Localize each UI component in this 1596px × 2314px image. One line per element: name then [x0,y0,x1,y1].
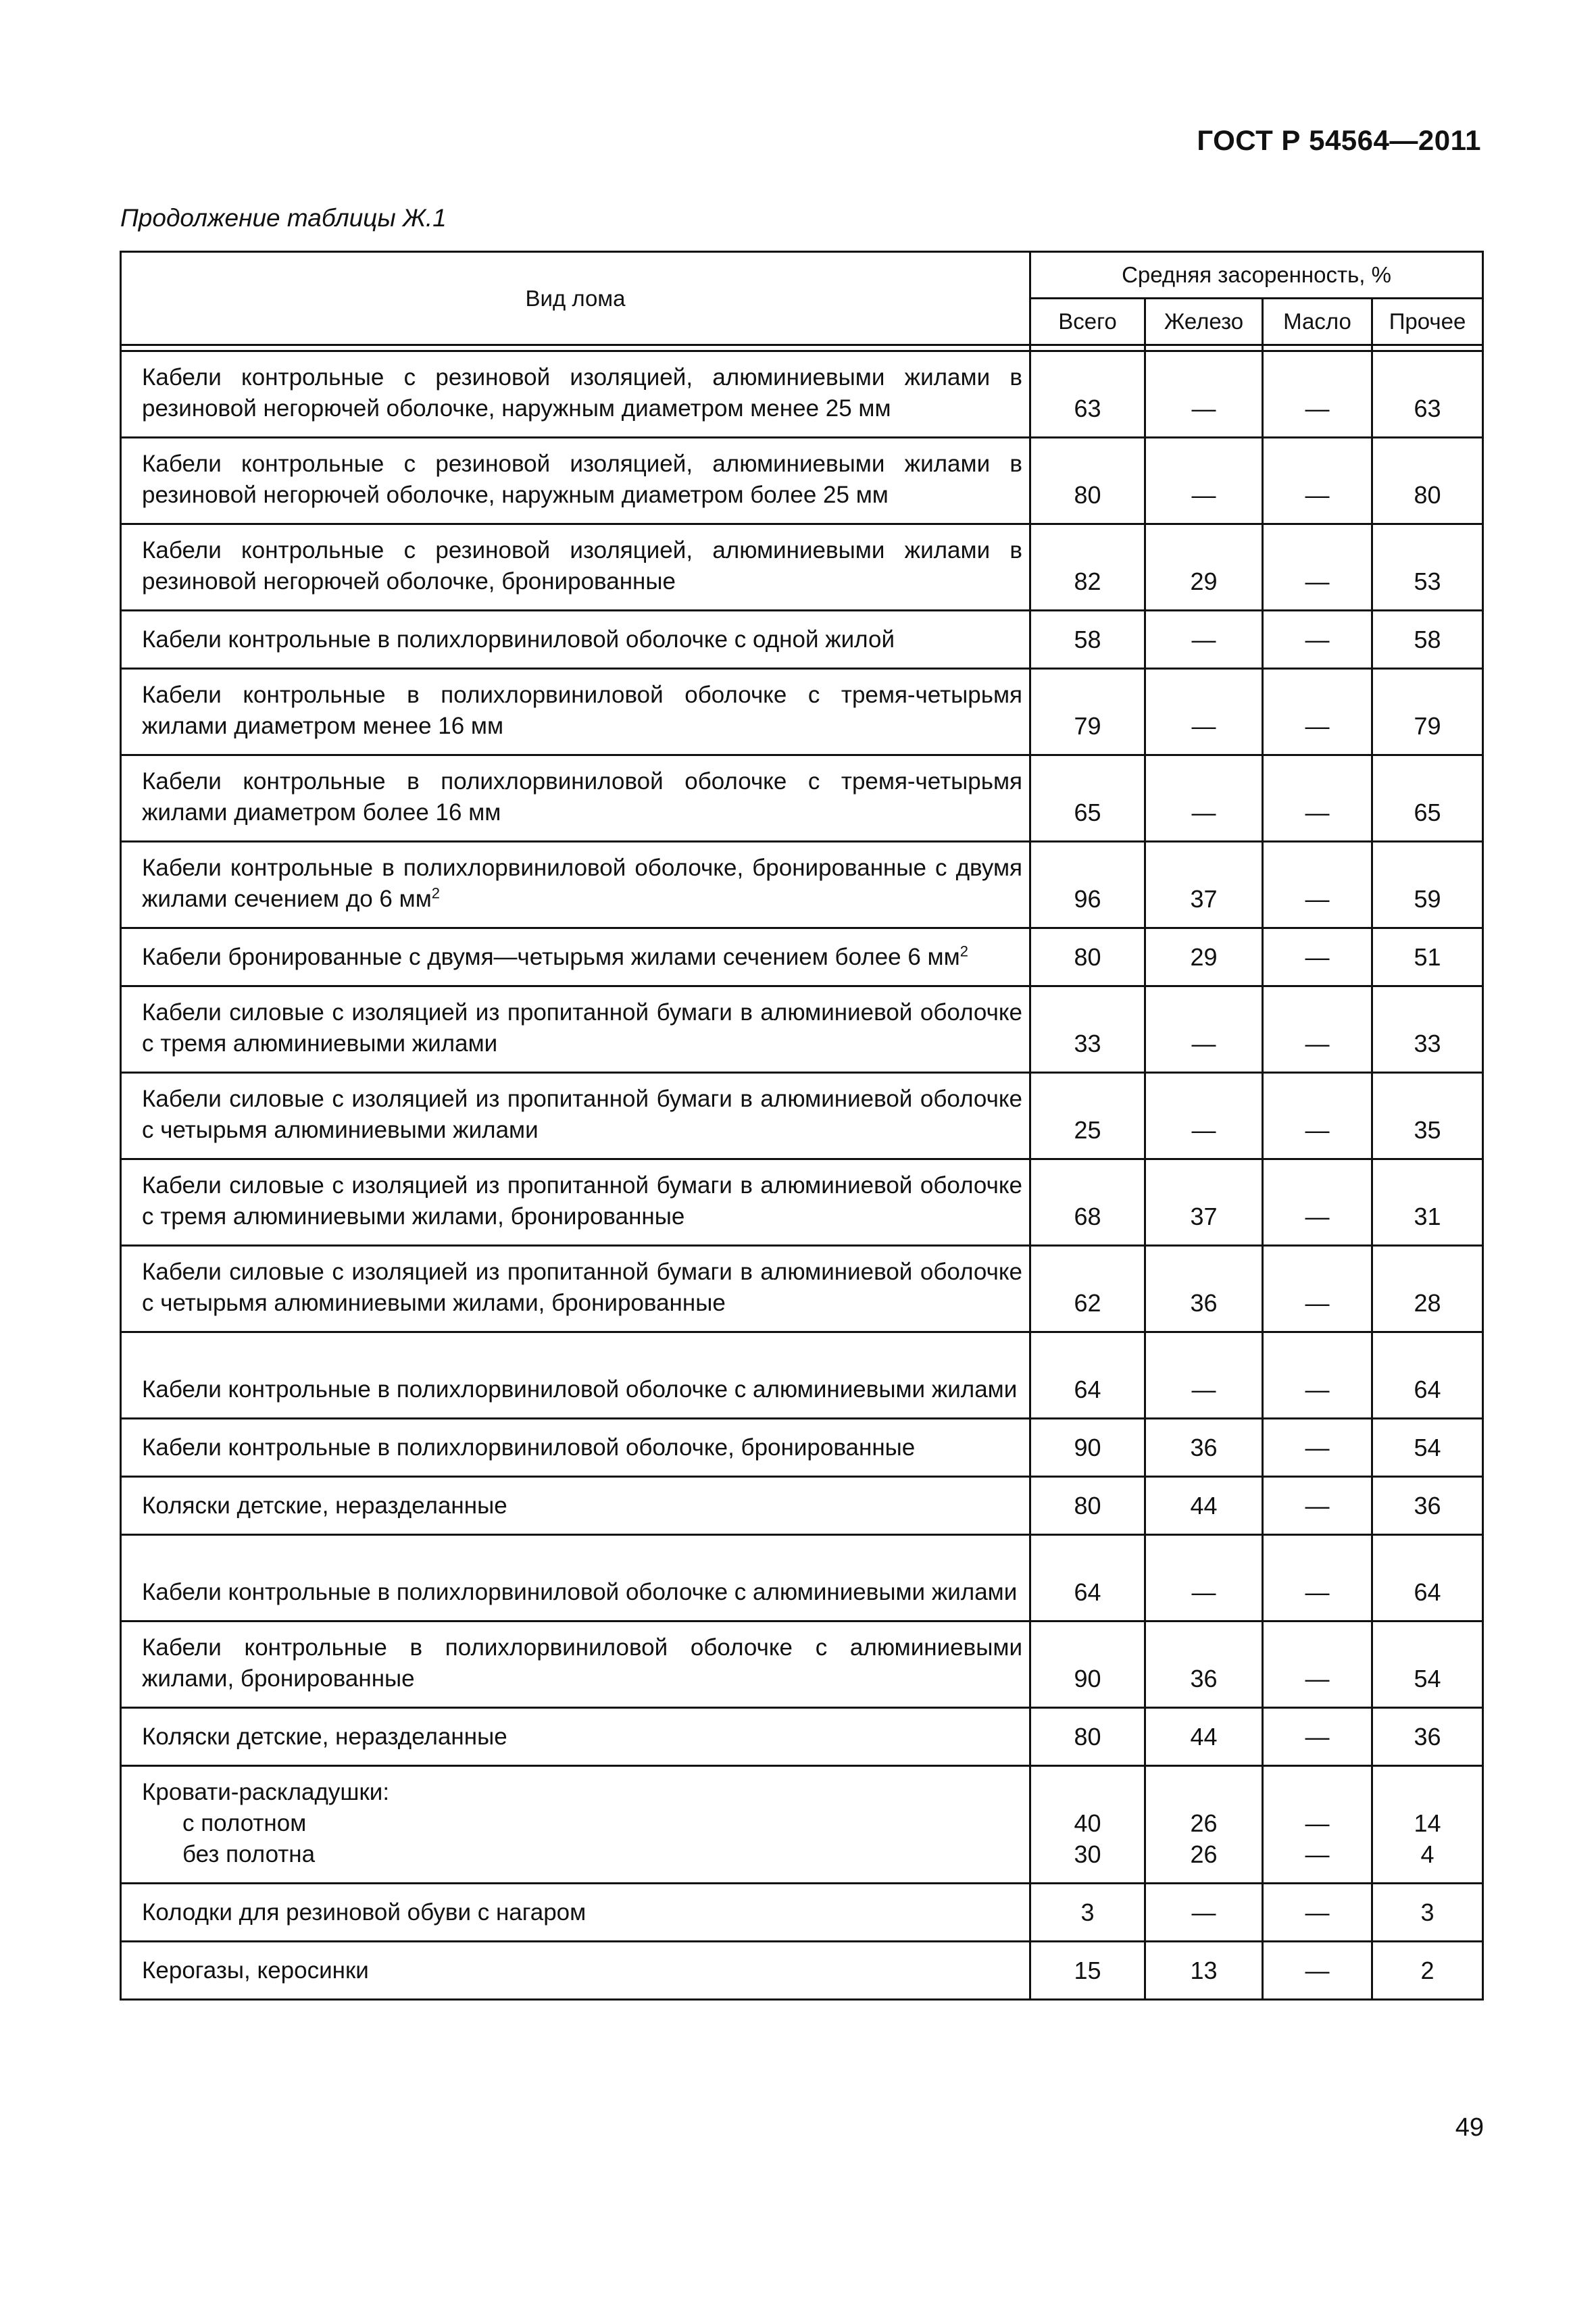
oil-cell: — [1263,1708,1372,1766]
total-cell [1030,1766,1145,1884]
header-total: Всего [1030,299,1145,345]
header-scrap-type: Вид лома [121,252,1030,345]
other-cell: 36 [1372,1708,1483,1766]
oil-cell: — [1263,1073,1372,1159]
other-cell: 79 [1372,669,1483,755]
header-oil: Масло [1263,299,1372,345]
document-code: ГОСТ Р 54564—2011 [1197,124,1481,156]
total-cell: 25 [1030,1073,1145,1159]
scrap-type-cell [121,1535,1030,1621]
table-row [121,611,1483,669]
iron-cell-value: 26 [1190,1809,1218,1837]
scrap-type-label: Кабели контрольные в полихлорвиниловой оболочке, бронированные [142,1434,916,1461]
iron-cell: — [1145,986,1263,1073]
iron-cell: 36 [1145,1621,1263,1708]
scrap-type-label: Кабели контрольные в полихлорвиниловой оболочке с алюминиевыми жилами [142,1579,1018,1605]
iron-cell: 44 [1145,1477,1263,1535]
iron-cell: — [1145,1073,1263,1159]
other-cell: 3 [1372,1884,1483,1942]
iron-cell: 37 [1145,1159,1263,1246]
scrap-type-label: Кабели контрольные с резиновой изоляцией, алюминиевыми жилами в резиновой негорючей оболочке, бронированные [142,537,1022,595]
oil-cell-value: — [1305,1840,1330,1868]
iron-cell: — [1145,1332,1263,1419]
scrap-type-label: Коляски детские, неразделанные [142,1724,507,1750]
other-cell: 59 [1372,842,1483,928]
other-cell: 63 [1372,351,1483,438]
table-row [121,1621,1483,1708]
total-cell: 62 [1030,1246,1145,1332]
oil-cell: — [1263,438,1372,524]
scrap-type-cell [121,986,1030,1073]
total-cell: 80 [1030,928,1145,986]
table-row [121,1246,1483,1332]
scrap-type-cell [121,1073,1030,1159]
table-row [121,669,1483,755]
iron-cell: 29 [1145,928,1263,986]
header-iron: Железо [1145,299,1263,345]
scrap-type-cell [121,611,1030,669]
iron-cell: 36 [1145,1419,1263,1477]
table-row [121,1766,1483,1884]
oil-cell: — [1263,1621,1372,1708]
scrap-type-label: Кабели силовые с изоляцией из пропитанной бумаги в алюминиевой оболочке с четырьмя алюминиевыми жилами [142,1086,1022,1143]
oil-cell: — [1263,1332,1372,1419]
table-row [121,1942,1483,2000]
oil-cell: — [1263,1246,1372,1332]
table-row [121,842,1483,928]
oil-cell: — [1263,986,1372,1073]
total-cell: 15 [1030,1942,1145,2000]
scrap-type-cell [121,928,1030,986]
table-row [121,755,1483,842]
total-cell-value: 30 [1074,1840,1101,1868]
other-cell: 53 [1372,524,1483,611]
oil-cell: — [1263,351,1372,438]
iron-cell: — [1145,1535,1263,1621]
total-cell: 33 [1030,986,1145,1073]
total-cell: 3 [1030,1884,1145,1942]
scrap-type-label: Кабели контрольные с резиновой изоляцией, алюминиевыми жилами в резиновой негорючей оболочке, наружным диаметром менее 25 мм [142,364,1022,422]
scrap-type-cell [121,842,1030,928]
oil-cell [1263,1766,1372,1884]
scrap-type-cell [121,1942,1030,2000]
other-cell-value: 4 [1420,1840,1435,1868]
oil-cell: — [1263,1419,1372,1477]
oil-cell: — [1263,1159,1372,1246]
scrap-type-cell [121,1708,1030,1766]
scrap-type-cell [121,351,1030,438]
scrap-type-cell [121,1332,1030,1419]
scrap-type-label: Керогазы, керосинки [142,1957,369,1984]
iron-cell: — [1145,351,1263,438]
other-cell: 65 [1372,755,1483,842]
oil-cell: — [1263,524,1372,611]
table-row [121,1332,1483,1419]
scrap-contamination-table [120,251,1484,2001]
table-row [121,1535,1483,1621]
table-row [121,438,1483,524]
other-cell: 80 [1372,438,1483,524]
table-row [121,1477,1483,1535]
unit-superscript: 2 [431,884,440,902]
table-body [121,351,1483,2000]
other-cell: 51 [1372,928,1483,986]
iron-cell-value: 26 [1190,1840,1218,1868]
oil-cell: — [1263,611,1372,669]
other-cell: 28 [1372,1246,1483,1332]
other-cell: 64 [1372,1332,1483,1419]
oil-cell: — [1263,669,1372,755]
table-row [121,1884,1483,1942]
total-cell: 82 [1030,524,1145,611]
table-row [121,1708,1483,1766]
unit-superscript: 2 [959,942,968,960]
scrap-type-cell [121,524,1030,611]
scrap-type-label: Кабели силовые с изоляцией из пропитанной бумаги в алюминиевой оболочке с тремя алюминиевыми жилами [142,999,1022,1057]
oil-cell: — [1263,842,1372,928]
scrap-type-label: Кабели бронированные с двумя—четырьмя жилами сечением более 6 мм [142,944,960,970]
iron-cell: 44 [1145,1708,1263,1766]
header-separator [121,345,1483,351]
page-number: 49 [1455,2113,1484,2142]
total-cell: 63 [1030,351,1145,438]
oil-cell-value: — [1305,1809,1330,1837]
other-cell: 58 [1372,611,1483,669]
scrap-type-cell [121,1884,1030,1942]
table-row [121,1159,1483,1246]
other-cell: 54 [1372,1621,1483,1708]
scrap-type-cell [121,1766,1030,1884]
iron-cell: 13 [1145,1942,1263,2000]
total-cell: 58 [1030,611,1145,669]
other-cell-value: 14 [1414,1809,1441,1837]
oil-cell: — [1263,1477,1372,1535]
iron-cell: 37 [1145,842,1263,928]
total-cell: 65 [1030,755,1145,842]
total-cell: 90 [1030,1621,1145,1708]
iron-cell: — [1145,755,1263,842]
oil-cell: — [1263,1535,1372,1621]
table-row [121,928,1483,986]
scrap-type-label: Кабели контрольные в полихлорвиниловой оболочке с одной жилой [142,626,895,653]
other-cell: 31 [1372,1159,1483,1246]
total-cell: 80 [1030,1708,1145,1766]
other-cell: 36 [1372,1477,1483,1535]
table-row [121,524,1483,611]
iron-cell: — [1145,438,1263,524]
table-row [121,1073,1483,1159]
scrap-type-cell [121,1246,1030,1332]
total-cell: 80 [1030,1477,1145,1535]
scrap-type-label: Коляски детские, неразделанные [142,1492,507,1519]
other-cell: 54 [1372,1419,1483,1477]
total-cell: 64 [1030,1535,1145,1621]
scrap-type-label: Кабели контрольные в полихлорвиниловой оболочке с тремя-четырьмя жилами диаметром более 16 мм [142,768,1022,826]
table-row [121,351,1483,438]
total-cell-value: 40 [1074,1809,1101,1837]
scrap-type-cell [121,438,1030,524]
other-cell: 33 [1372,986,1483,1073]
iron-cell: — [1145,611,1263,669]
scrap-type-label: Кабели контрольные с резиновой изоляцией, алюминиевыми жилами в резиновой негорючей оболочке, наружным диаметром более 25 мм [142,451,1022,508]
oil-cell: — [1263,1884,1372,1942]
scrap-type-cell [121,669,1030,755]
scrap-type-label: Кабели силовые с изоляцией из пропитанной бумаги в алюминиевой оболочке с четырьмя алюминиевыми жилами, бронированные [142,1259,1022,1316]
total-cell: 90 [1030,1419,1145,1477]
scrap-type-label: Кабели контрольные в полихлорвиниловой оболочке, бронированные с двумя жилами сечением до 6 мм [142,855,1022,912]
iron-cell: 29 [1145,524,1263,611]
oil-cell: — [1263,755,1372,842]
scrap-type-cell [121,1621,1030,1708]
scrap-subtype-label: без полотна [182,1841,316,1867]
scrap-type-cell [121,755,1030,842]
total-cell: 96 [1030,842,1145,928]
total-cell: 79 [1030,669,1145,755]
iron-cell [1145,1766,1263,1884]
iron-cell: — [1145,1884,1263,1942]
scrap-type-label: Кровати-раскладушки: [142,1779,390,1805]
table-row [121,986,1483,1073]
scrap-type-label: Кабели контрольные в полихлорвиниловой оболочке с алюминиевыми жилами, бронированные [142,1634,1022,1692]
scrap-type-label: Кабели контрольные в полихлорвиниловой оболочке с тремя-четырьмя жилами диаметром менее 16 мм [142,682,1022,739]
scrap-type-label: Колодки для резиновой обуви с нагаром [142,1899,587,1926]
oil-cell: — [1263,928,1372,986]
header-other: Прочее [1372,299,1483,345]
scrap-type-label: Кабели силовые с изоляцией из пропитанной бумаги в алюминиевой оболочке с тремя алюминиевыми жилами, бронированные [142,1172,1022,1230]
iron-cell: — [1145,669,1263,755]
scrap-subtype-label: с полотном [182,1810,307,1836]
total-cell: 64 [1030,1332,1145,1419]
header-average-contamination: Средняя засоренность, % [1030,252,1483,299]
other-cell [1372,1766,1483,1884]
total-cell: 80 [1030,438,1145,524]
scrap-type-cell [121,1477,1030,1535]
other-cell: 35 [1372,1073,1483,1159]
oil-cell: — [1263,1942,1372,2000]
other-cell: 2 [1372,1942,1483,2000]
other-cell: 64 [1372,1535,1483,1621]
iron-cell: 36 [1145,1246,1263,1332]
scrap-type-cell [121,1159,1030,1246]
table-row [121,1419,1483,1477]
scrap-type-cell [121,1419,1030,1477]
table-caption: Продолжение таблицы Ж.1 [120,204,447,232]
total-cell: 68 [1030,1159,1145,1246]
scrap-type-label: Кабели контрольные в полихлорвиниловой оболочке с алюминиевыми жилами [142,1376,1018,1403]
